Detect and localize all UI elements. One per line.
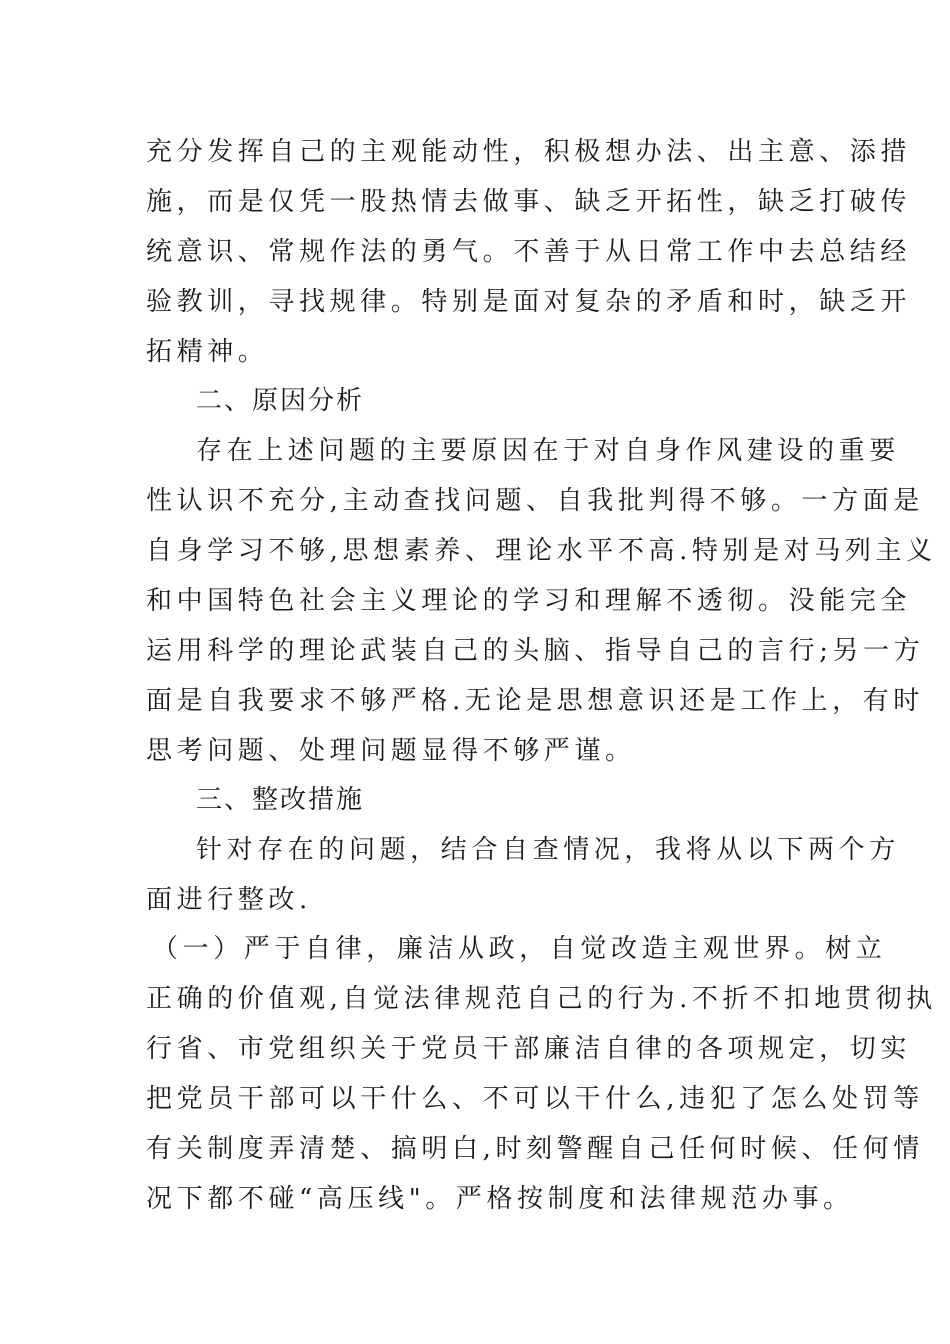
paragraph-line: 运用科学的理论武装自己的头脑、指导自己的言行;另一方 [146, 636, 925, 666]
subsection-paragraph-line: （一）严于自律，廉洁从政，自觉改造主观世界。树立 [152, 934, 887, 964]
paragraph-line: 验教训，寻找规律。特别是面对复杂的矛盾和时，缺乏开 [146, 287, 912, 317]
section-heading-cause-analysis: 二、原因分析 [196, 386, 365, 416]
section-heading-rectification-measures: 三、整改措施 [196, 785, 365, 815]
paragraph-line: 针对存在的问题，结合自查情况，我将从以下两个方 [196, 835, 900, 865]
paragraph-line: 和中国特色社会主义理论的学习和理解不透彻。没能完全 [146, 586, 912, 616]
paragraph-line: 统意识、常规作法的勇气。不善于从日常工作中去总结经 [146, 237, 912, 267]
paragraph-line: 存在上述问题的主要原因在于对自身作风建设的重要 [196, 436, 900, 466]
paragraph-line: 正确的价值观,自觉法律规范自己的行为.不折不扣地贯彻执 [146, 984, 937, 1014]
paragraph-line: 自身学习不够,思想素养、理论水平不高.特别是对马列主义 [146, 536, 937, 566]
paragraph-line: 况下都不碰“高压线"。严格按制度和法律规范办事。 [146, 1184, 854, 1214]
paragraph-line: 把党员干部可以干什么、不可以干什么,违犯了怎么处罚等 [146, 1084, 924, 1114]
paragraph-line: 思考问题、处理问题显得不够严谨。 [146, 736, 636, 766]
paragraph-line: 拓精神。 [146, 337, 269, 367]
paragraph-line: 性认识不充分,主动查找问题、自我批判得不够。一方面是 [146, 486, 924, 516]
paragraph-line: 施，而是仅凭一股热情去做事、缺乏开拓性，缺乏打破传 [146, 187, 912, 217]
paragraph-line: 面进行整改. [146, 885, 312, 915]
paragraph-line: 有关制度弄清楚、搞明白,时刻警醒自己任何时候、任何情 [146, 1134, 924, 1164]
paragraph-line: 行省、市党组织关于党员干部廉洁自律的各项规定，切实 [146, 1034, 912, 1064]
paragraph-line: 充分发挥自己的主观能动性，积极想办法、出主意、添措 [146, 137, 912, 167]
paragraph-line: 面是自我要求不够严格.无论是思想意识还是工作上，有时 [146, 686, 924, 716]
